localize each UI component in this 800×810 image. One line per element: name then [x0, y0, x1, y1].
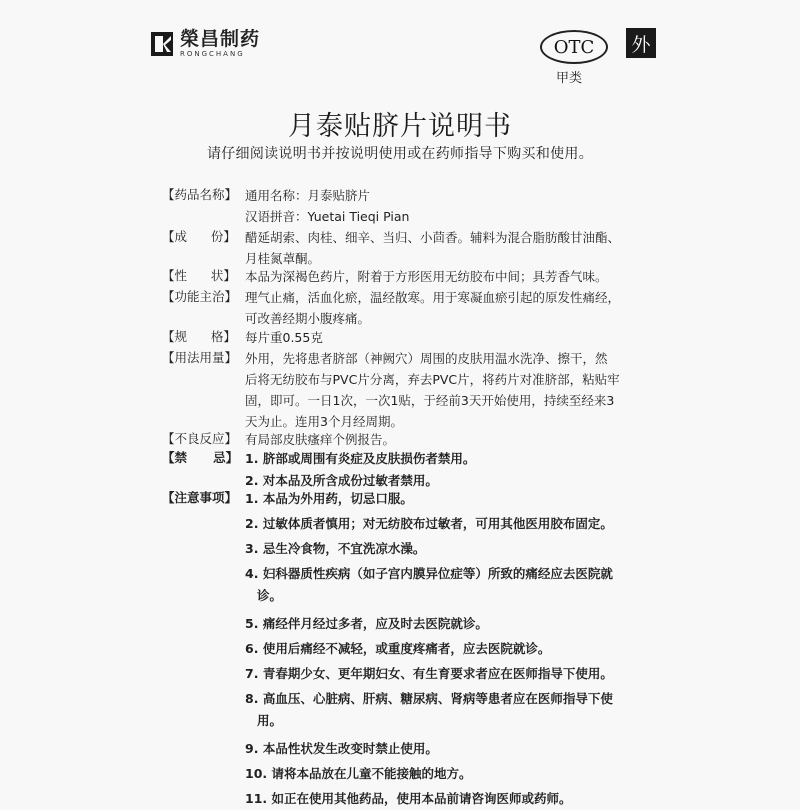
list-item — [245, 638, 800, 660]
list-text: 本品性状发生改变时禁止使用。 — [262, 741, 438, 756]
list-text: 过敏体质者慎用；对无纺胶布过敏者，可用其他医用胶布固定。 — [262, 516, 613, 531]
list-item — [245, 763, 800, 785]
list-text: 青春期少女、更年期妇女、有生育要求者应在医师指导下使用。 — [262, 666, 613, 681]
section-line: 有局部皮肤瘙痒个例报告。 — [245, 432, 396, 447]
document-title: 月泰贴脐片说明书 — [288, 111, 512, 142]
list-item — [245, 613, 800, 635]
list-item — [245, 788, 800, 810]
list-text: 如正在使用其他药品，使用本品前请咨询医师或药师。 — [271, 791, 572, 806]
list-number: 3. — [245, 541, 259, 556]
list-item — [245, 538, 800, 560]
section-label: 【药品名称】 — [162, 187, 238, 202]
section-label: 【禁 忌】 — [162, 450, 239, 465]
section-line: 可改善经期小腹疼痛。 — [245, 311, 371, 326]
list-item — [245, 688, 800, 710]
section-line: 醋延胡索、肉桂、细辛、当归、小茴香。辅料为混合脂肪酸甘油酯、 — [245, 230, 621, 245]
list-number: 10. — [245, 766, 268, 781]
list-text: 痛经伴月经过多者，应及时去医院就诊。 — [262, 616, 488, 631]
list-item — [245, 738, 800, 760]
list-text: 妇科器质性疾病（如子宫内膜异位症等）所致的痛经应去医院就 — [262, 566, 613, 581]
document-subtitle: 请仔细阅读说明书并按说明使用或在药师指导下购买和使用。 — [206, 146, 594, 162]
list-number: 9. — [245, 741, 259, 756]
list-text-continuation: 用。 — [257, 713, 283, 728]
section-line: 外用，先将患者脐部（神阙穴）周围的皮肤用温水洗净、擦干，然 — [245, 351, 608, 366]
section-label: 【功能主治】 — [162, 289, 238, 304]
section-line: 固，即可。一日1次，一次1贴，于经前3天开始使用，持续至经来3 — [245, 393, 615, 408]
rongchang-logo-icon — [150, 31, 174, 57]
section-line: 后将无纺胶布与PVC片分离，弃去PVC片，将药片对准脐部，粘贴牢 — [245, 372, 620, 387]
brand-name-en: RONGCHANG — [180, 50, 245, 58]
list-number: 1. — [245, 491, 259, 506]
list-text: 本品为外用药，切忌口服。 — [262, 491, 413, 506]
list-text: 使用后痛经不减轻，或重度疼痛者，应去医院就诊。 — [262, 641, 551, 656]
list-item — [245, 513, 800, 535]
list-text: 脐部或周围有炎症及皮肤损伤者禁用。 — [262, 451, 476, 466]
list-text: 忌生冷食物，不宜洗凉水澡。 — [262, 541, 426, 556]
section-line: 通用名称：月泰贴脐片 — [245, 188, 371, 203]
list-text: 请将本品放在儿童不能接触的地方。 — [271, 766, 472, 781]
list-number: 7. — [245, 666, 259, 681]
section-line: 本品为深褐色药片，附着于方形医用无纺胶布中间；具芳香气味。 — [245, 269, 608, 284]
section-label: 【性 状】 — [162, 268, 236, 283]
list-item — [245, 488, 800, 510]
list-text: 对本品及所含成份过敏者禁用。 — [262, 473, 438, 488]
list-number: 11. — [245, 791, 268, 806]
section-label: 【不良反应】 — [162, 431, 238, 446]
list-number: 2. — [245, 473, 259, 488]
list-number: 2. — [245, 516, 259, 531]
section-label: 【用法用量】 — [162, 350, 238, 365]
otc-class-label: 甲类 — [556, 71, 583, 86]
brand-name-cn: 榮昌制药 — [180, 28, 261, 50]
list-text: 高血压、心脏病、肝病、糖尿病、肾病等患者应在医师指导下使 — [262, 691, 613, 706]
list-number: 1. — [245, 451, 259, 466]
section-line: 月桂氮䓬酮。 — [245, 251, 321, 266]
list-number: 4. — [245, 566, 259, 581]
brand-logo-block — [150, 30, 260, 58]
list-number: 8. — [245, 691, 259, 706]
section-line: 每片重0.55克 — [245, 330, 323, 345]
list-number: 5. — [245, 616, 259, 631]
section-line: 汉语拼音：Yuetai Tieqi Pian — [245, 209, 410, 224]
list-text-continuation: 诊。 — [257, 588, 283, 603]
section-label: 【规 格】 — [162, 329, 236, 344]
list-item — [245, 448, 800, 470]
list-number: 6. — [245, 641, 259, 656]
list-item — [245, 563, 800, 585]
list-item — [245, 663, 800, 685]
section-line: 理气止痛，活血化瘀，温经散寒。用于寒凝血瘀引起的原发性痛经， — [245, 290, 621, 305]
section-line: 天为止。连用3个月经周期。 — [245, 414, 403, 429]
otc-badge: OTC — [540, 30, 608, 64]
section-label: 【注意事项】 — [162, 490, 238, 505]
external-use-badge: 外 — [626, 28, 656, 58]
section-label: 【成 份】 — [162, 229, 236, 244]
